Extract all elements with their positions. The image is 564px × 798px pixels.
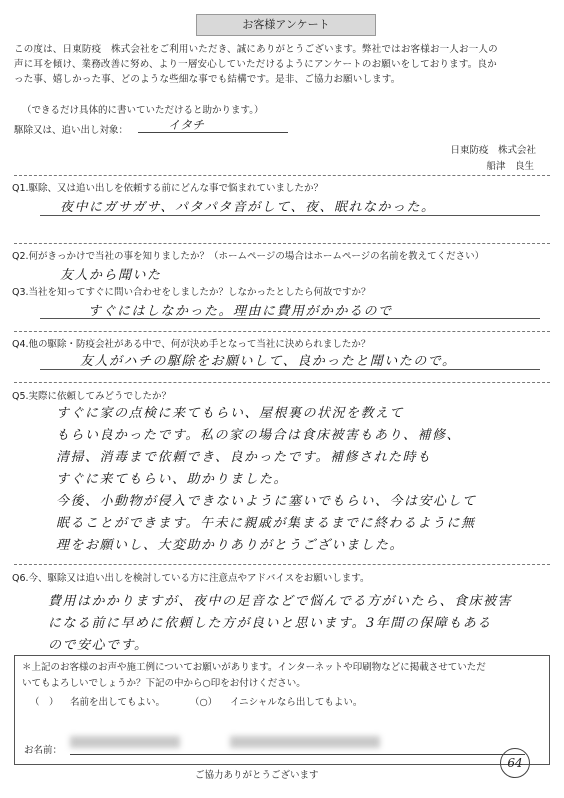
divider <box>14 175 550 176</box>
answer-5-line: 清掃、消毒まで依頼でき、良かったです。補修された時も <box>56 450 432 465</box>
answer-5-line: すぐに来てもらい、助かりました。 <box>56 472 289 487</box>
consent-text <box>22 660 542 692</box>
company-name: 日東防疫 株式会社 <box>450 145 536 156</box>
answer-6-line: 費用はかかりますが、夜中の足音などで悩んでる方がいたら、食床被害 <box>48 594 513 609</box>
answer-5-line: 理をお願いし、大変助かりありがとうございました。 <box>56 538 405 553</box>
intro-text <box>14 42 552 87</box>
name-underline <box>70 754 525 755</box>
answer-5-line: すぐに家の点検に来てもらい、屋根裏の状況を教えて <box>56 406 405 421</box>
question-3: Q3.当社を知ってすぐに問い合わせをしましたか？しなかったとしたら何故ですか？ <box>12 287 371 298</box>
answer-5-line: 今後、小動物が侵入できないように塞いでもらい、今は安心して <box>56 494 477 509</box>
option-2-label: イニシャルなら出してもよい。 <box>230 697 363 708</box>
consent-line: ＊上記のお客様のお声や施工例についてお願いがあります。インターネットや印刷物などに掲載させていただ <box>22 662 486 673</box>
page-title: お客様アンケート <box>196 14 376 36</box>
answer-6-line: になる前に早めに依頼した方が良いと思います。3年間の保障もある <box>48 616 492 631</box>
intro-line: った事、嬉しかった事、どのような些細な事でも結構です。是非、ご協力お願いします。 <box>14 74 401 85</box>
divider <box>14 331 550 332</box>
answer-1-line: 夜中にガサガサ、パタパタ音がして、夜、眠れなかった。 <box>60 200 436 215</box>
option-1-mark[interactable]: （ ） <box>30 697 59 708</box>
answer-4-line: 友人がハチの駆除をお願いして、良かったと聞いたので。 <box>80 354 457 369</box>
divider <box>14 564 550 565</box>
name-label: お名前： <box>24 745 63 756</box>
intro-note: （できるだけ具体的に書いていただけると助かります。） <box>22 105 264 116</box>
page-number: 64 <box>500 748 530 778</box>
blurred-initials <box>230 736 380 748</box>
answer-5-line: もらい良かったです。私の家の場合は食床被害もあり、補修、 <box>56 428 461 443</box>
target-label: 駆除又は、追い出し対象： <box>14 125 129 136</box>
intro-line: 声に耳を傾け、業務改善に努め、より一層安心していただけるようにアンケートのお願いをしております。良か <box>14 59 497 70</box>
question-2: Q2.何がきっかけで当社の事を知りましたか？（ホームページの場合はホームページの名前を教えてください） <box>12 251 485 262</box>
divider <box>14 382 550 383</box>
answer-6-line: ので安心です。 <box>48 638 149 653</box>
intro-line: この度は、日東防疫 株式会社をご利用いただき、誠にありがとうございます。弊社ではお客様お一人お一人の <box>14 44 498 55</box>
answer-3-line: すぐにはしなかった。理由に費用がかかるので <box>88 304 393 319</box>
option-1-label: 名前を出してもよい。 <box>70 697 166 708</box>
company-person: 船津 良生 <box>486 161 534 172</box>
question-5: Q5.実際に依頼してみどうでしたか？ <box>12 391 172 402</box>
answer-underline <box>40 318 540 319</box>
question-6: Q6.今、駆除又は追い出しを検討している方に注意点やアドバイスをお願いします。 <box>12 573 370 584</box>
answer-2-line: 友人から聞いた <box>60 268 162 283</box>
question-1: Q1.駆除、又は追い出しを依頼する前にどんな事で悩まれていましたか？ <box>12 183 324 194</box>
consent-line: いてもよろしいでしょうか？下記の中から○印をお付けください。 <box>22 678 306 689</box>
thanks-text: ご協力ありがとうございます <box>195 770 319 781</box>
divider <box>14 243 550 244</box>
question-4: Q4.他の駆除・防疫会社がある中で、何が決め手となって当社に決められましたか？ <box>12 339 371 350</box>
answer-underline <box>40 369 540 370</box>
target-value: イタチ <box>168 118 205 132</box>
blurred-name <box>70 736 180 748</box>
answer-underline <box>40 215 540 216</box>
option-2-mark[interactable]: （○） <box>190 697 218 708</box>
answer-5-line: 眠ることができます。午未に親戚が集まるまでに終わるように無 <box>56 516 476 531</box>
target-underline <box>138 132 288 133</box>
